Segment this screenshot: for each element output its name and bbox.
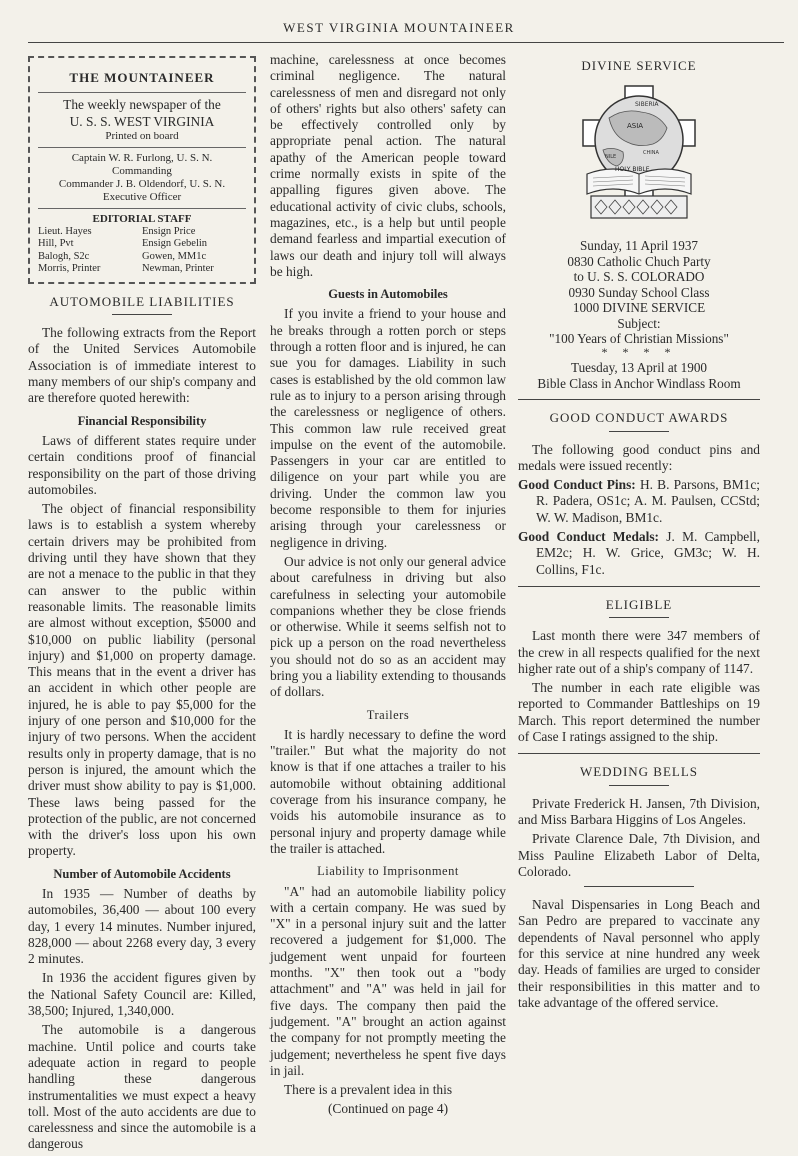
schedule-line-6: Subject: — [617, 315, 661, 331]
financial-p1: Laws of different states require under certain conditions proof of financial responsibility on the part of those driving automobiles. — [28, 432, 256, 497]
masthead-line1: The weekly newspaper of the — [63, 97, 221, 113]
column-right — [518, 56, 760, 1014]
conduct-rule — [609, 431, 669, 432]
financial-p2: The object of financial responsibility laws is to establish a system whereby certain drivers may be prohibited from driving until they have shown that they are not a menace to the public in that they can answer to the public within reasonable limits. The reasonable limits are almost without exception, $5000 and $10,000 on public liability (personal injury) and $1,000 on property damage. This means that in the event a driver has an accident in which other people are injured, he is able to pay $5,000 for the injury of one person and $10,000 for the injury of two persons. When the accident results only in property damage, that is no person is injured, the amount which the driver must show ability to pay is $1,000. These laws being passed for the protection of the public, are not concerned with the driver's loss upon his own property. — [28, 501, 256, 859]
globe-label-top: SIBERIA — [635, 101, 659, 109]
accidents-p2: In 1936 the accident figures given by the National Safety Council are: Killed, 38,500; Injured, 1,340,000. — [28, 970, 256, 1019]
pins-label: Good Conduct Pins: — [518, 477, 636, 493]
schedule-line-1: Sunday, 11 April 1937 — [579, 238, 699, 254]
masthead-title: THE MOUNTAINEER — [69, 70, 215, 85]
subhead-guests: Guests in Automobiles — [328, 287, 448, 302]
section-rule — [518, 399, 760, 400]
globe-bible-illustration — [579, 78, 699, 228]
globe-label-low1: NILE — [605, 154, 617, 161]
column-left — [28, 56, 256, 1156]
masthead-box — [28, 56, 256, 284]
captain-name: Captain W. R. Furlong, U. S. N. — [71, 151, 213, 164]
masthead-line3: Printed on board — [105, 129, 179, 142]
trailers-p1: It is hardly necessary to define the word "trailer." But what the majority do not know is that if one attaches a trailer to his automobile without obtaining additional coverage from his insurance company, he voids his automobile insurance as to personal injury and property damage while the trailer is attached. — [270, 726, 506, 856]
staff-left-2: Hill, Pvt — [38, 238, 74, 250]
conduct-title: GOOD CONDUCT AWARDS — [549, 410, 729, 426]
page-header: WEST VIRGINIA MOUNTAINEER — [283, 20, 515, 35]
pins-list: H. B. Parsons, BM1c; R. Padera, OS1c; A. M. Paulsen, CCStd; W. W. Madison, BM1c. — [536, 477, 760, 525]
article-title: AUTOMOBILE LIABILITIES — [49, 293, 235, 309]
wedding-p2: Private Clarence Dale, 7th Division, and Miss Pauline Elizabeth Labor of Delta, Colorado. — [518, 831, 760, 879]
tuesday-line-2: Bible Class in Anchor Windlass Room — [537, 375, 741, 391]
eligible-title: ELIGIBLE — [605, 596, 673, 612]
bible-label: HOLY BIBLE — [615, 166, 650, 174]
globe-label-mid: ASIA — [627, 122, 644, 131]
imprisonment-p2: There is a prevalent idea in this — [284, 1082, 453, 1098]
globe-label-low2: CHINA — [643, 150, 659, 157]
schedule-line-4: 0930 Sunday School Class — [568, 284, 710, 300]
staff-list — [38, 226, 246, 276]
subhead-financial: Financial Responsibility — [77, 413, 207, 428]
schedule-line-5: 1000 DIVINE SERVICE — [572, 300, 706, 316]
staff-left-1: Lieut. Hayes — [38, 225, 92, 237]
subhead-trailers: Trailers — [366, 707, 410, 722]
wedding-p1: Private Frederick H. Jansen, 7th Division, and Miss Barbara Higgins of Los Angeles. — [518, 795, 760, 827]
conduct-intro: The following good conduct pins and medals were issued recently: — [518, 441, 760, 473]
medals-label: Good Conduct Medals: — [518, 529, 659, 545]
imprisonment-p1: "A" had an automobile liability policy with a certain company. He was sued by "X" in a personal injury suit and the latter recovered a judgement for $1,000. The judgement went unpaid for fourteen months. "X" then took out a "body attachment" and "A" was held in jail for five days. The company then paid the judgement. "A" brought an action against the company for not promptly meeting the judgement; nevertheless he spent five days in jail. — [270, 883, 506, 1078]
conduct-medals — [518, 529, 760, 578]
column-middle — [270, 52, 506, 1118]
wedding-rule — [609, 785, 669, 786]
section-rule-2 — [518, 586, 760, 587]
staff-right-3: Gowen, MM1c — [142, 250, 207, 262]
subhead-imprisonment: Liability to Imprisonment — [317, 864, 459, 879]
schedule-line-3: to U. S. S. COLORADO — [573, 269, 705, 285]
guests-p1: If you invite a friend to your house and he breaks through a rotten porch or steps through a rotten floor and is injured, he can sue you for damages. Liability in such cases is established by the old common law rule as to injury to a person arising through the carelessness or negligence of others. This common law rule received great impulse on the event of the automobile. Passengers in your car are entitled to diligence on your part while you are driving. Under the common law you become responsible to them for injuries arising through your carelessness or negligence in driving. — [270, 306, 506, 550]
staff-heading: EDITORIAL STAFF — [92, 212, 192, 225]
staff-right-4: Newman, Printer — [142, 263, 214, 275]
guests-p2: Our advice is not only our general advice about carefulness in driving but also carefulness in selecting your automobile companions whether they be close friends or otherwise. While it seems selfish not to pick up a person on the road nevertheless you should not do so as an accident may bring you a liability extending to thousands of dollars. — [270, 553, 506, 700]
dispensary-rule — [584, 886, 694, 887]
eligible-p1: Last month there were 347 members of the crew in all respects qualified for the next higher rate out of a ship's company of 1147. — [518, 628, 760, 676]
section-rule-3 — [518, 753, 760, 754]
header-rule — [28, 42, 784, 43]
schedule-line-2: 0830 Catholic Chuch Party — [567, 253, 711, 269]
divine-schedule — [518, 238, 760, 391]
conduct-pins — [518, 477, 760, 526]
continued-p1: machine, carelessness at once becomes criminal negligence. The natural carelessness of men and disregard not only of others' rights but also others' safety can be effectively controlled only by appropriate penal action. The natural apathy of the American people toward crime normally exists in spite of the appalling figures given above. The educational activity of civic clubs, schools, magazines, etc., is a help but until people demand fearless and impartial execution of laws our death and injury toll will always be high. — [270, 52, 506, 279]
subhead-accidents: Number of Automobile Accidents — [53, 866, 231, 881]
captain-role: Commanding — [112, 164, 172, 177]
staff-left-3: Balogh, S2c — [38, 250, 90, 262]
eligible-p2: The number in each rate eligible was reported to Commander Battleships on 19 March. This report determined the number of Case I ratings assigned to the ship. — [518, 680, 760, 745]
separator-stars: * * * * — [601, 344, 677, 359]
continued-note: (Continued on page 4) — [327, 1101, 449, 1117]
wedding-title: WEDDING BELLS — [579, 764, 699, 780]
medals-list: J. M. Campbell, EM2c; H. W. Grice, GM3c; W. H. Collins, F1c. — [536, 529, 760, 577]
commander-name: Commander J. B. Oldendorf, U. S. N. — [58, 177, 226, 190]
tuesday-line-1: Tuesday, 13 April at 1900 — [570, 360, 708, 376]
divine-title: DIVINE SERVICE — [581, 58, 697, 73]
staff-left-4: Morris, Printer — [38, 263, 101, 275]
dispensary-p1: Naval Dispensaries in Long Beach and San Pedro are prepared to vaccinate any dependents of Naval personnel who apply for this service at nine hundred any week day. Heads of families are urged to consider their responsibilities in this matter and to take advantage of the offered service. — [518, 897, 760, 1010]
masthead-line2: U. S. S. WEST VIRGINIA — [69, 113, 215, 129]
accidents-p1: In 1935 — Number of deaths by automobiles, 36,400 — about 100 every day, 1 every 14 minutes. Number injured, 828,000 — about 2268 every day, 3 every 2 minutes. — [28, 885, 256, 967]
staff-right-1: Ensign Price — [142, 225, 196, 237]
title-rule — [112, 314, 172, 315]
schedule-line-7: "100 Years of Christian Missions" — [549, 331, 729, 347]
staff-right-2: Ensign Gebelin — [142, 238, 208, 250]
accidents-p3: The automobile is a dangerous machine. Until police and courts take adequate action in regard to people handling these dangerous instrumentalities we must expect a heavy toll. Most of the auto accidents are due to carelessness and since the automobile is a dangerous — [28, 1022, 256, 1152]
commander-role: Executive Officer — [102, 190, 182, 203]
eligible-rule — [609, 617, 669, 618]
article-intro: The following extracts from the Report of the United Services Automobile Association is of immediate interest to many members of our ship's company and are therefore quoted herewith: — [28, 325, 256, 406]
